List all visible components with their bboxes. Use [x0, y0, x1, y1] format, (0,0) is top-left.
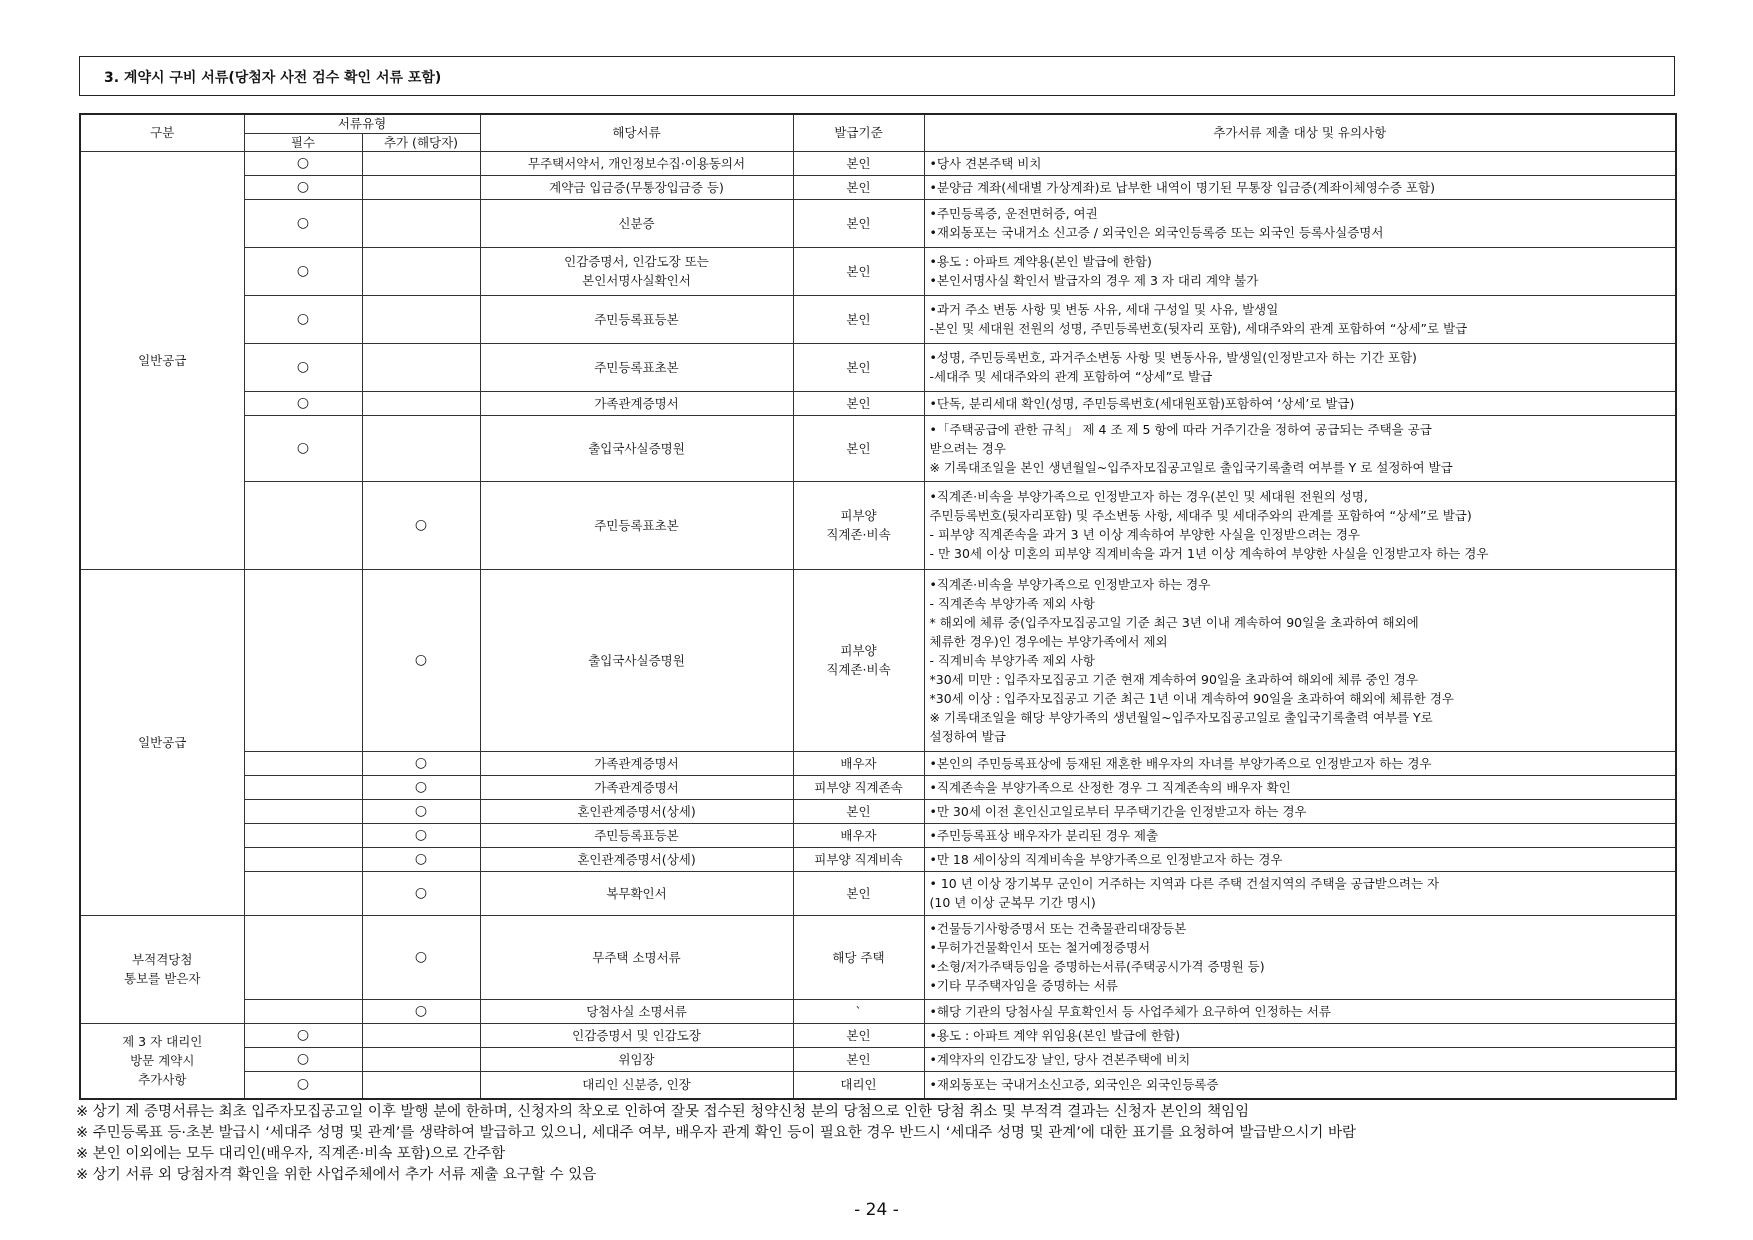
additional-mark	[362, 1023, 480, 1047]
notes-cell: •건물등기사항증명서 또는 건축물관리대장등본 •무허가건물확인서 또는 철거예정증명서 •소형/저가주택등임을 증명하는서류(주택공시가격 증명원 등) •기타 무주택자임을 증명하는 서류	[924, 915, 1676, 999]
notes-cell: •주민등록표상 배우자가 분리된 경우 제출	[924, 823, 1676, 847]
notes-cell: •만 30세 이전 혼인신고일로부터 무주택기간을 인정받고자 하는 경우	[924, 799, 1676, 823]
additional-mark: ○	[362, 775, 480, 799]
document-name: 당첨사실 소명서류	[480, 999, 793, 1023]
issue-basis: 피부양 직계존·비속	[793, 569, 924, 751]
section-title-box	[79, 56, 1675, 96]
document-name: 가족관계증명서	[480, 391, 793, 415]
table-row	[80, 823, 1676, 847]
table-row	[80, 569, 1676, 751]
footnote: ※ 상기 제 증명서류는 최초 입주자모집공고일 이후 발행 분에 한하며, 신청자의 착오로 인하여 잘못 접수된 청약신청 분의 당첨으로 인한 당첨 취소 및 부적격 결과는 신청자 본인의 책임임	[76, 1104, 1250, 1120]
footnote: ※ 주민등록표 등·초본 발급시 ‘세대주 성명 및 관계’를 생략하여 발급하고 있으니, 세대주 여부, 배우자 관계 확인 등이 필요한 경우 반드시 ‘세대주 성명 및 관계’에 대한 표기를 요청하여 발급받으시기 바람	[76, 1125, 1357, 1141]
page-number: - 24 -	[854, 1200, 899, 1220]
notes-cell: •단독, 분리세대 확인(성명, 주민등록번호(세대원포함)포함하여 ‘상세’로 발급)	[924, 391, 1676, 415]
footnote: ※ 본인 이외에는 모두 대리인(배우자, 직계존·비속 포함)으로 간주함	[76, 1146, 506, 1162]
notes-cell: •재외동포는 국내거소신고증, 외국인은 외국인등록증	[924, 1071, 1676, 1099]
additional-mark: ○	[362, 799, 480, 823]
additional-mark	[362, 415, 480, 481]
document-name: 혼인관계증명서(상세)	[480, 799, 793, 823]
notes-cell: •당사 견본주택 비치	[924, 151, 1676, 175]
document-name: 인감증명서, 인감도장 또는 본인서명사실확인서	[480, 247, 793, 295]
additional-mark	[362, 391, 480, 415]
document-name: 가족관계증명서	[480, 775, 793, 799]
category-cell: 일반공급	[80, 151, 244, 569]
table-row	[80, 775, 1676, 799]
table-row	[80, 999, 1676, 1023]
issue-basis: 본인	[793, 295, 924, 343]
required-mark: ○	[244, 175, 362, 199]
notes-cell: •직계존·비속을 부양가족으로 인정받고자 하는 경우(본인 및 세대원 전원의 성명, 주민등록번호(뒷자리포함) 및 주소변동 사항, 세대주 및 세대주와의 관계를 포함하여 “상세”로 발급) - 피부양 직계존속을 과거 3 년 이상 계속하여 부양한 사실을 인정받으려는 경우 - 만 30세 이상 미혼의 피부양 직계비속을 과거 1년 이상 계속하여 부양한 사실을 인정받고자 하는 경우	[924, 481, 1676, 569]
issue-basis: 피부양 직계비속	[793, 847, 924, 871]
table-row	[80, 199, 1676, 247]
table-row	[80, 799, 1676, 823]
table-row	[80, 247, 1676, 295]
document-name: 대리인 신분증, 인장	[480, 1071, 793, 1099]
issue-basis: 본인	[793, 871, 924, 915]
issue-basis: 본인	[793, 151, 924, 175]
additional-mark	[362, 1071, 480, 1099]
required-mark	[244, 847, 362, 871]
table-row	[80, 175, 1676, 199]
issue-basis: 본인	[793, 799, 924, 823]
additional-mark: ○	[362, 847, 480, 871]
required-mark: ○	[244, 247, 362, 295]
required-mark	[244, 799, 362, 823]
issue-basis: 본인	[793, 199, 924, 247]
required-mark: ○	[244, 1071, 362, 1099]
notes-cell: •성명, 주민등록번호, 과거주소변동 사항 및 변동사유, 발생일(인정받고자 하는 기간 포함) -세대주 및 세대주와의 관계 포함하여 “상세”로 발급	[924, 343, 1676, 391]
required-mark: ○	[244, 151, 362, 175]
document-name: 무주택 소명서류	[480, 915, 793, 999]
additional-mark: ○	[362, 569, 480, 751]
table-row	[80, 871, 1676, 915]
additional-mark	[362, 1047, 480, 1071]
notes-cell: •용도 : 아파트 계약 위임용(본인 발급에 한함)	[924, 1023, 1676, 1047]
document-name: 신분증	[480, 199, 793, 247]
required-mark: ○	[244, 415, 362, 481]
document-name: 주민등록표초본	[480, 343, 793, 391]
table-row	[80, 343, 1676, 391]
notes-cell: •계약자의 인감도장 날인, 당사 견본주택에 비치	[924, 1047, 1676, 1071]
table-row	[80, 915, 1676, 999]
required-mark: ○	[244, 1023, 362, 1047]
notes-cell: • 10 년 이상 장기복무 군인이 거주하는 지역과 다른 주택 건설지역의 주택을 공급받으려는 자 (10 년 이상 군복무 기간 명시)	[924, 871, 1676, 915]
footnote: ※ 상기 서류 외 당첨자격 확인을 위한 사업주체에서 추가 서류 제출 요구할 수 있음	[76, 1167, 597, 1183]
required-mark: ○	[244, 295, 362, 343]
document-name: 주민등록표초본	[480, 481, 793, 569]
table-row	[80, 1071, 1676, 1099]
table-row	[80, 295, 1676, 343]
required-mark	[244, 999, 362, 1023]
document-name: 출입국사실증명원	[480, 415, 793, 481]
additional-mark: ○	[362, 751, 480, 775]
category-cell: 일반공급	[80, 569, 244, 915]
notes-cell: •「주택공급에 관한 규칙」 제 4 조 제 5 항에 따라 거주기간을 정하여 공급되는 주택을 공급 받으려는 경우 ※ 기록대조일을 본인 생년월일~입주자모집공고일로 출입국기록출력 여부를 Y 로 설정하여 발급	[924, 415, 1676, 481]
document-name: 혼인관계증명서(상세)	[480, 847, 793, 871]
additional-mark: ○	[362, 915, 480, 999]
required-mark: ○	[244, 343, 362, 391]
notes-cell: •분양금 계좌(세대별 가상계좌)로 납부한 내역이 명기된 무통장 입금증(계좌이체영수증 포함)	[924, 175, 1676, 199]
required-mark	[244, 481, 362, 569]
required-mark	[244, 569, 362, 751]
table-row	[80, 847, 1676, 871]
table-row	[80, 391, 1676, 415]
table-row	[80, 1047, 1676, 1071]
category-cell: 제 3 자 대리인 방문 계약시 추가사항	[80, 1023, 244, 1099]
header-category: 구분	[80, 114, 244, 151]
issue-basis: 본인	[793, 415, 924, 481]
notes-cell: •본인의 주민등록표상에 등재된 재혼한 배우자의 자녀를 부양가족으로 인정받고자 하는 경우	[924, 751, 1676, 775]
required-mark: ○	[244, 1047, 362, 1071]
header-document: 해당서류	[480, 114, 793, 151]
additional-mark: ○	[362, 999, 480, 1023]
document-name: 주민등록표등본	[480, 295, 793, 343]
required-mark	[244, 751, 362, 775]
header-doc-type: 서류유형	[244, 114, 480, 133]
table-row	[80, 415, 1676, 481]
issue-basis: 해당 주택	[793, 915, 924, 999]
document-name: 복무확인서	[480, 871, 793, 915]
issue-basis: 배우자	[793, 751, 924, 775]
document-name: 무주택서약서, 개인정보수집·이용동의서	[480, 151, 793, 175]
section-title: 3. 계약시 구비 서류(당첨자 사전 검수 확인 서류 포함)	[104, 70, 442, 86]
additional-mark	[362, 175, 480, 199]
additional-mark	[362, 295, 480, 343]
issue-basis: 피부양 직계존·비속	[793, 481, 924, 569]
required-mark	[244, 915, 362, 999]
table-row	[80, 1023, 1676, 1047]
additional-mark	[362, 199, 480, 247]
additional-mark: ○	[362, 871, 480, 915]
footnotes	[76, 1102, 1696, 1186]
issue-basis: 본인	[793, 1047, 924, 1071]
required-documents-table	[79, 113, 1677, 1100]
notes-cell: •주민등록증, 운전면허증, 여권 •재외동포는 국내거소 신고증 / 외국인은 외국인등록증 또는 외국인 등록사실증명서	[924, 199, 1676, 247]
issue-basis: 피부양 직계존속	[793, 775, 924, 799]
document-name: 인감증명서 및 인감도장	[480, 1023, 793, 1047]
required-mark: ○	[244, 391, 362, 415]
notes-cell: •만 18 세이상의 직계비속을 부양가족으로 인정받고자 하는 경우	[924, 847, 1676, 871]
document-name: 가족관계증명서	[480, 751, 793, 775]
required-mark	[244, 823, 362, 847]
issue-basis: 본인	[793, 391, 924, 415]
document-name: 출입국사실증명원	[480, 569, 793, 751]
header-required: 필수	[244, 133, 362, 151]
additional-mark	[362, 151, 480, 175]
additional-mark	[362, 247, 480, 295]
issue-basis: 본인	[793, 1023, 924, 1047]
required-mark	[244, 871, 362, 915]
table-row	[80, 751, 1676, 775]
document-name: 주민등록표등본	[480, 823, 793, 847]
table-row	[80, 481, 1676, 569]
required-mark: ○	[244, 199, 362, 247]
table-row	[80, 151, 1676, 175]
document-name: 계약금 입금증(무통장입금증 등)	[480, 175, 793, 199]
notes-cell: •직계존·비속을 부양가족으로 인정받고자 하는 경우 - 직계존속 부양가족 제외 사항 * 해외에 체류 중(입주자모집공고일 기준 최근 3년 이내 계속하여 90일을 초과하여 해외에 체류한 경우)인 경우에는 부양가족에서 제외 - 직계비속 부양가족 제외 사항 *30세 미만 : 입주자모집공고 기준 현재 계속하여 90일을 초과하여 해외에 체류 중인 경우 *30세 이상 : 입주자모집공고 기준 최근 1년 이내 계속하여 90일을 초과하여 해외에 체류한 경우 ※ 기록대조일을 해당 부양가족의 생년월일~입주자모집공고일로 출입국기록출력 여부를 Y로 설정하여 발급	[924, 569, 1676, 751]
additional-mark: ○	[362, 481, 480, 569]
notes-cell: •직계존속을 부양가족으로 산정한 경우 그 직계존속의 배우자 확인	[924, 775, 1676, 799]
category-cell: 부적격당첨 통보를 받은자	[80, 915, 244, 1023]
notes-cell: •용도 : 아파트 계약용(본인 발급에 한함) •본인서명사실 확인서 발급자의 경우 제 3 자 대리 계약 불가	[924, 247, 1676, 295]
additional-mark: ○	[362, 823, 480, 847]
issue-basis: `	[793, 999, 924, 1023]
notes-cell: •해당 기관의 당첨사실 무효확인서 등 사업주체가 요구하여 인정하는 서류	[924, 999, 1676, 1023]
issue-basis: 본인	[793, 175, 924, 199]
notes-cell: •과거 주소 변동 사항 및 변동 사유, 세대 구성일 및 사유, 발생일 -본인 및 세대원 전원의 성명, 주민등록번호(뒷자리 포함), 세대주와의 관계 포함하여 “상세”로 발급	[924, 295, 1676, 343]
header-notes: 추가서류 제출 대상 및 유의사항	[924, 114, 1676, 151]
required-mark	[244, 775, 362, 799]
issue-basis: 본인	[793, 343, 924, 391]
header-additional: 추가 (해당자)	[362, 133, 480, 151]
header-issue-basis: 발급기준	[793, 114, 924, 151]
issue-basis: 대리인	[793, 1071, 924, 1099]
additional-mark	[362, 343, 480, 391]
issue-basis: 본인	[793, 247, 924, 295]
issue-basis: 배우자	[793, 823, 924, 847]
document-name: 위임장	[480, 1047, 793, 1071]
